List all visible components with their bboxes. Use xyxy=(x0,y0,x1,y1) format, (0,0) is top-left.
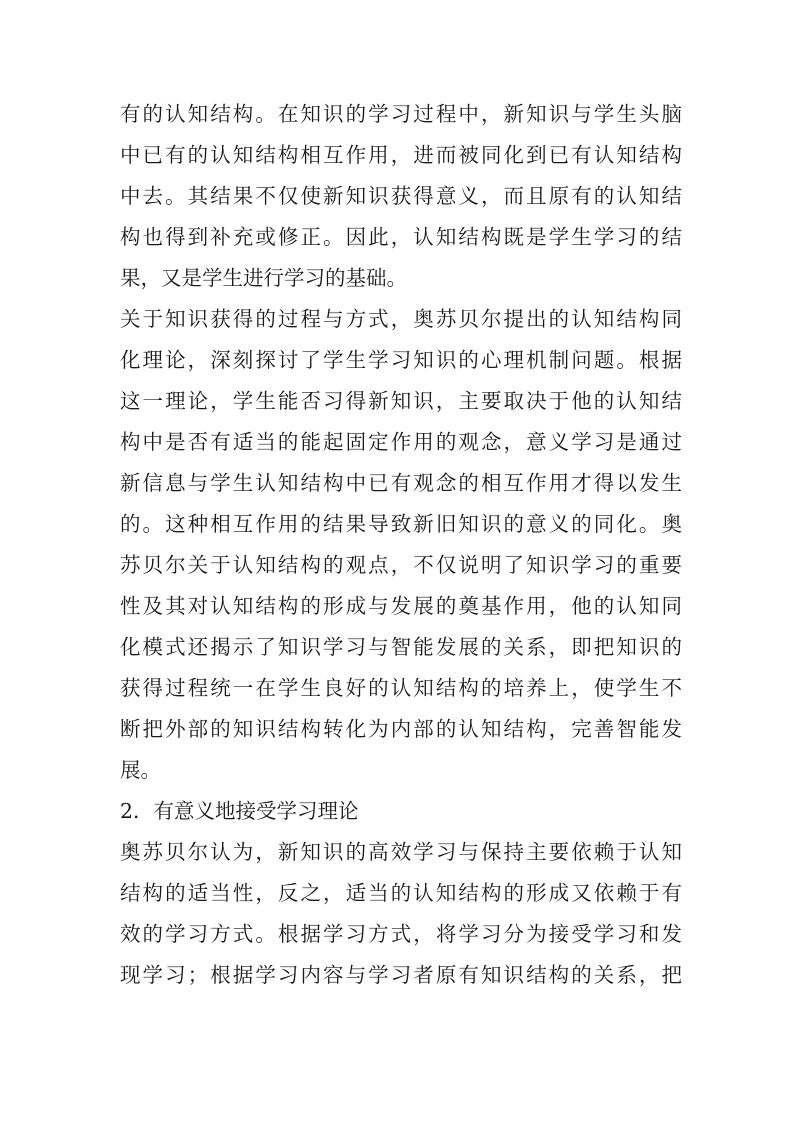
text-line: 构中是否有适当的能起固定作用的观念，意义学习是通过 xyxy=(120,430,682,454)
paragraph-cognitive-structure xyxy=(120,94,682,299)
text-line: 新信息与学生认知结构中已有观念的相互作用才得以发生 xyxy=(120,471,682,495)
section-heading: 2．有意义地接受学习理论 xyxy=(120,799,359,823)
paragraph-meaningful-learning xyxy=(120,832,682,996)
paragraph-assimilation-theory xyxy=(120,299,682,791)
text-line: 中去。其结果不仅使新知识获得意义，而且原有的认知结 xyxy=(120,184,682,208)
text-line: 现学习；根据学习内容与学习者原有知识结构的关系，把 xyxy=(120,963,682,987)
text-line: 中已有的认知结构相互作用，进而被同化到已有认知结构 xyxy=(120,143,682,167)
text-line: 结构的适当性，反之，适当的认知结构的形成又依赖于有 xyxy=(120,881,682,905)
text-line: 化理论，深刻探讨了学生学习知识的心理机制问题。根据 xyxy=(120,348,682,372)
text-line: 性及其对认知结构的形成与发展的奠基作用，他的认知同 xyxy=(120,594,682,618)
text-line: 苏贝尔关于认知结构的观点，不仅说明了知识学习的重要 xyxy=(120,553,682,577)
text-line: 果，又是学生进行学习的基础。 xyxy=(120,266,407,290)
text-line: 有的认知结构。在知识的学习过程中，新知识与学生头脑 xyxy=(120,102,682,126)
text-line: 化模式还揭示了知识学习与智能发展的关系，即把知识的 xyxy=(120,635,682,659)
text-line: 断把外部的知识结构转化为内部的认知结构，完善智能发 xyxy=(120,717,682,741)
text-line: 展。 xyxy=(120,758,161,782)
text-line: 效的学习方式。根据学习方式，将学习分为接受学习和发 xyxy=(120,922,682,946)
text-line: 获得过程统一在学生良好的认知结构的培养上，使学生不 xyxy=(120,676,682,700)
text-line: 奥苏贝尔认为，新知识的高效学习与保持主要依赖于认知 xyxy=(120,840,682,864)
text-line: 关于知识获得的过程与方式，奥苏贝尔提出的认知结构同 xyxy=(120,307,682,331)
text-line: 的。这种相互作用的结果导致新旧知识的意义的同化。奥 xyxy=(120,512,682,536)
document-body xyxy=(120,94,682,996)
text-line: 这一理论，学生能否习得新知识，主要取决于他的认知结 xyxy=(120,389,682,413)
text-line: 构也得到补充或修正。因此，认知结构既是学生学习的结 xyxy=(120,225,682,249)
